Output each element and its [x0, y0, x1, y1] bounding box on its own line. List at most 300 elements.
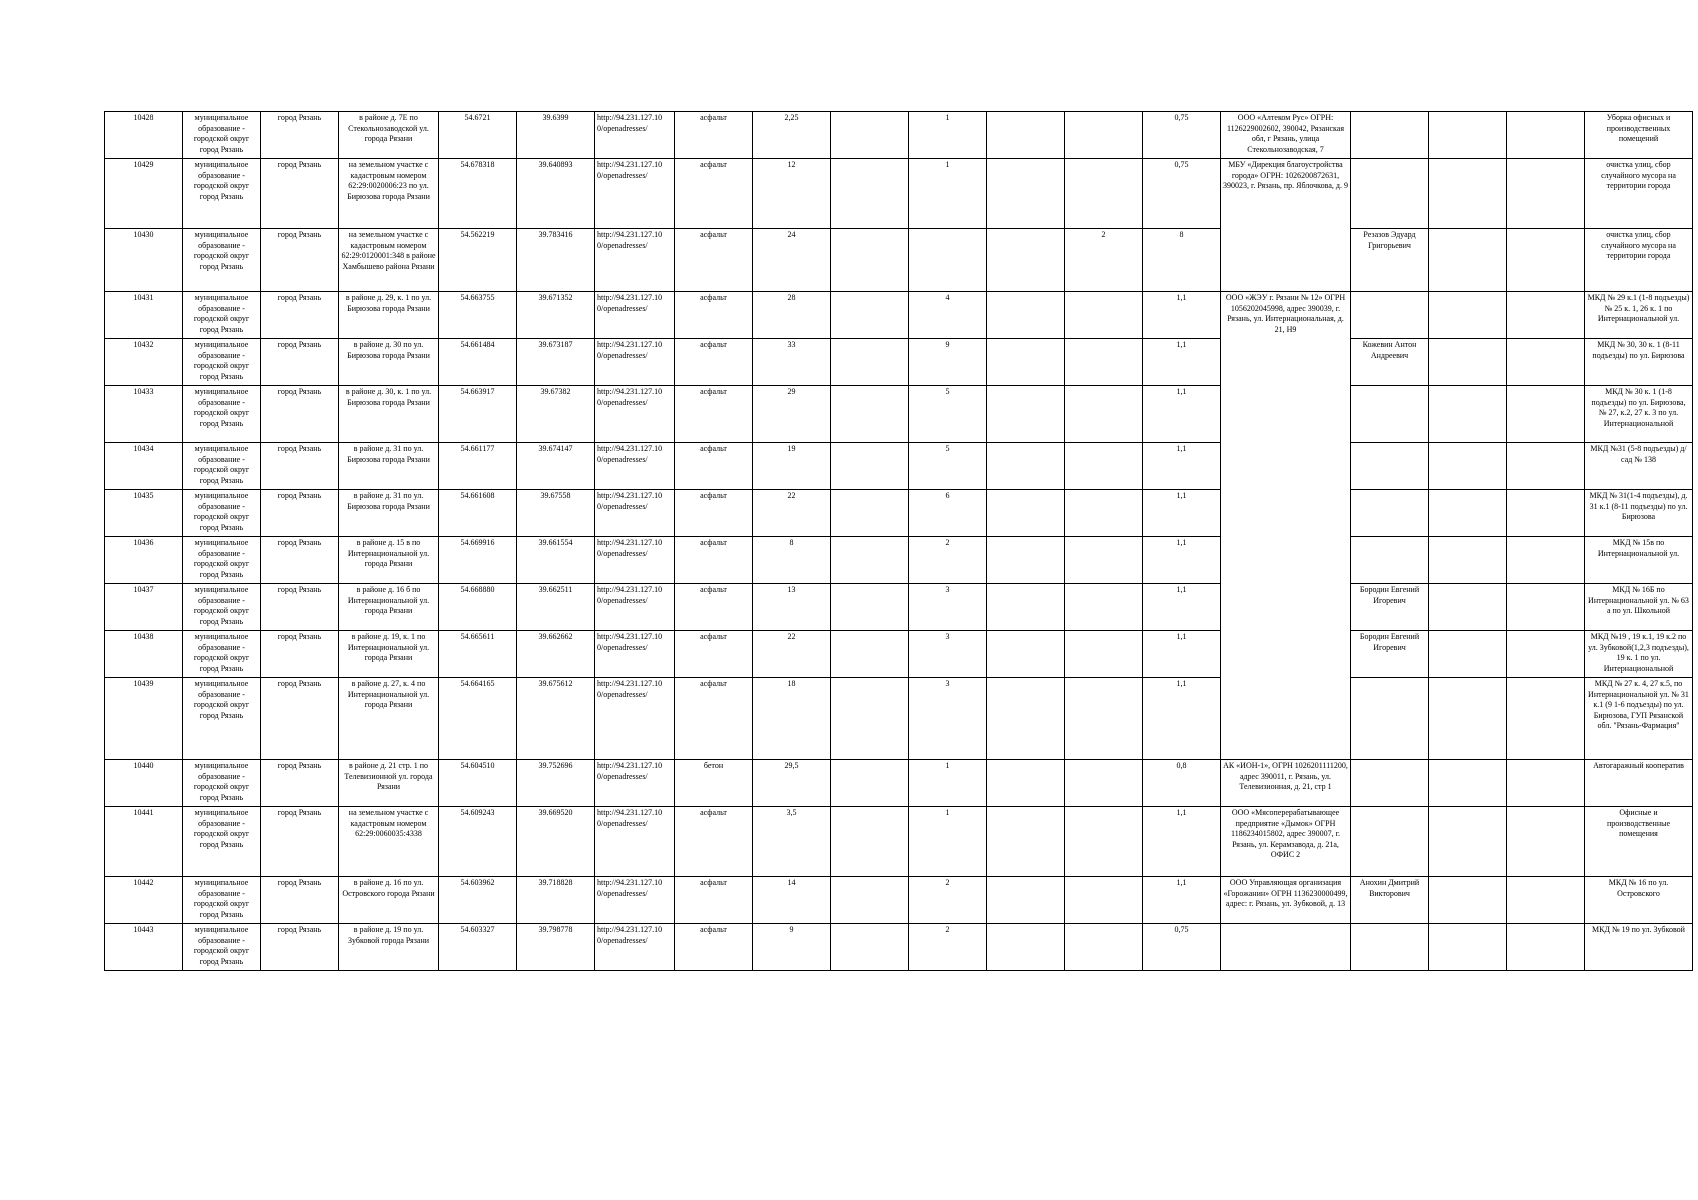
- cell-area: 14: [753, 877, 831, 924]
- cell-c19: МКД № 31(1-4 подъезды), д. 31 к.1 (8-11 подъезды) по ул. Бирюзова: [1585, 490, 1693, 537]
- cell-c11: 3: [909, 631, 987, 678]
- cell-surf: асфальт: [675, 924, 753, 971]
- cell-c17: [1429, 292, 1507, 339]
- cell-area: 29: [753, 386, 831, 443]
- cell-c18: [1507, 877, 1585, 924]
- cell-c17: [1429, 443, 1507, 490]
- cell-c18: [1507, 339, 1585, 386]
- cell-addr: в районе д. 29, к. 1 по ул. Бирюзова города Рязани: [339, 292, 439, 339]
- cell-lat: 54.678318: [439, 159, 517, 229]
- cell-city: город Рязань: [261, 877, 339, 924]
- cell-surf: бетон: [675, 760, 753, 807]
- cell-id: 10437: [105, 584, 183, 631]
- cell-c17: [1429, 678, 1507, 760]
- cell-c11: 2: [909, 537, 987, 584]
- cell-c18: [1507, 537, 1585, 584]
- cell-lat: 54.603327: [439, 924, 517, 971]
- cell-id: 10434: [105, 443, 183, 490]
- cell-c19: МКД № 29 к.1 (1-8 подъезды) № 25 к. 1, 26 к. 1 по Интернациональной ул.: [1585, 292, 1693, 339]
- cell-c14: 0,75: [1143, 924, 1221, 971]
- cell-c12: [987, 537, 1065, 584]
- cell-c10: [831, 807, 909, 877]
- cell-mo: муниципальное образование - городской округ город Рязань: [183, 112, 261, 159]
- cell-id: 10435: [105, 490, 183, 537]
- cell-c12: [987, 229, 1065, 292]
- cell-c19: Автогаражный кооператив: [1585, 760, 1693, 807]
- table-row: [105, 537, 1693, 584]
- cell-surf: асфальт: [675, 443, 753, 490]
- table-row: [105, 924, 1693, 971]
- table-row: [105, 807, 1693, 877]
- cell-c15: МБУ «Дирекция благоустройства города» ОГРН: 1026200872631, 390023, г. Рязань, пр. Яблочкова, д. 9: [1221, 159, 1351, 292]
- cell-c17: [1429, 807, 1507, 877]
- cell-c14: 1,1: [1143, 631, 1221, 678]
- cell-c12: [987, 678, 1065, 760]
- cell-c10: [831, 339, 909, 386]
- cell-c13: [1065, 924, 1143, 971]
- cell-c10: [831, 229, 909, 292]
- cell-mo: муниципальное образование - городской округ город Рязань: [183, 760, 261, 807]
- cell-c11: 3: [909, 678, 987, 760]
- cell-id: 10429: [105, 159, 183, 229]
- cell-c13: [1065, 386, 1143, 443]
- cell-lon: 39.661554: [517, 537, 595, 584]
- cell-c13: [1065, 877, 1143, 924]
- cell-mo: муниципальное образование - городской округ город Рязань: [183, 807, 261, 877]
- cell-addr: в районе д. 30 по ул. Бирюзова города Рязани: [339, 339, 439, 386]
- cell-lat: 54.663917: [439, 386, 517, 443]
- cell-c13: [1065, 760, 1143, 807]
- cell-url: http://94.231.127.10 0/openadresses/: [595, 631, 675, 678]
- cell-addr: в районе д. 30, к. 1 по ул. Бирюзова города Рязани: [339, 386, 439, 443]
- cell-c18: [1507, 924, 1585, 971]
- cell-area: 3,5: [753, 807, 831, 877]
- cell-c19: МКД № 19 по ул. Зубковой: [1585, 924, 1693, 971]
- cell-lon: 39.6399: [517, 112, 595, 159]
- cell-area: 28: [753, 292, 831, 339]
- cell-c11: 4: [909, 292, 987, 339]
- cell-mo: муниципальное образование - городской округ город Рязань: [183, 924, 261, 971]
- cell-id: 10436: [105, 537, 183, 584]
- cell-c12: [987, 584, 1065, 631]
- cell-surf: асфальт: [675, 112, 753, 159]
- cell-c18: [1507, 490, 1585, 537]
- cell-c14: 1,1: [1143, 807, 1221, 877]
- cell-id: 10443: [105, 924, 183, 971]
- cell-id: 10441: [105, 807, 183, 877]
- cell-url: http://94.231.127.10 0/openadresses/: [595, 678, 675, 760]
- cell-url: http://94.231.127.10 0/openadresses/: [595, 807, 675, 877]
- cell-area: 13: [753, 584, 831, 631]
- cell-area: 29,5: [753, 760, 831, 807]
- cell-c19: МКД № 30 к. 1 (1-8 подъезды) по ул. Бирюзова, № 27, к.2, 27 к. 3 по ул. Интернациональной: [1585, 386, 1693, 443]
- table-row: [105, 112, 1693, 159]
- cell-c17: [1429, 159, 1507, 229]
- cell-url: http://94.231.127.10 0/openadresses/: [595, 159, 675, 229]
- cell-c11: 1: [909, 760, 987, 807]
- cell-c19: МКД № 30, 30 к. 1 (8-11 подъезды) по ул. Бирюзова: [1585, 339, 1693, 386]
- cell-c13: [1065, 490, 1143, 537]
- cell-area: 2,25: [753, 112, 831, 159]
- cell-c13: [1065, 537, 1143, 584]
- cell-c14: 1,1: [1143, 678, 1221, 760]
- cell-lat: 54.668880: [439, 584, 517, 631]
- cell-c14: 0,75: [1143, 112, 1221, 159]
- cell-c14: 8: [1143, 229, 1221, 292]
- cell-area: 22: [753, 490, 831, 537]
- cell-c19: очистка улиц, сбор случайного мусора на территории города: [1585, 229, 1693, 292]
- cell-c19: Офисные и производственные помещения: [1585, 807, 1693, 877]
- cell-c12: [987, 443, 1065, 490]
- cell-city: город Рязань: [261, 807, 339, 877]
- cell-lon: 39.662511: [517, 584, 595, 631]
- cell-c12: [987, 490, 1065, 537]
- cell-c12: [987, 631, 1065, 678]
- cell-city: город Рязань: [261, 678, 339, 760]
- table-row: [105, 584, 1693, 631]
- cell-c10: [831, 924, 909, 971]
- cell-c16: [1351, 112, 1429, 159]
- cell-c16: [1351, 443, 1429, 490]
- cell-lon: 39.752696: [517, 760, 595, 807]
- cell-c19: Уборка офисных и производственных помещений: [1585, 112, 1693, 159]
- cell-url: http://94.231.127.10 0/openadresses/: [595, 112, 675, 159]
- cell-c19: МКД № 16Б по Интернациональной ул. № 63 а по ул. Школьной: [1585, 584, 1693, 631]
- cell-city: город Рязань: [261, 537, 339, 584]
- cell-c17: [1429, 112, 1507, 159]
- cell-lat: 54.665611: [439, 631, 517, 678]
- cell-lon: 39.662662: [517, 631, 595, 678]
- cell-area: 8: [753, 537, 831, 584]
- cell-addr: в районе д. 31 по ул. Бирюзова города Рязани: [339, 443, 439, 490]
- cell-c13: [1065, 584, 1143, 631]
- cell-c12: [987, 112, 1065, 159]
- cell-c13: [1065, 292, 1143, 339]
- cell-c19: МКД №31 (5-8 подъезды) д/сад № 138: [1585, 443, 1693, 490]
- cell-c19: МКД № 16 по ул. Островского: [1585, 877, 1693, 924]
- cell-city: город Рязань: [261, 386, 339, 443]
- cell-addr: на земельном участке с кадастровым номером 62:29:0020006:23 по ул. Бирюзова города Рязани: [339, 159, 439, 229]
- cell-c18: [1507, 229, 1585, 292]
- cell-city: город Рязань: [261, 443, 339, 490]
- cell-lat: 54.669916: [439, 537, 517, 584]
- cell-addr: на земельном участке с кадастровым номером 62:29:0120001:348 в районе Хамбышево района Рязани: [339, 229, 439, 292]
- cell-lat: 54.664165: [439, 678, 517, 760]
- cell-c16: Бородин Евгений Игоревич: [1351, 584, 1429, 631]
- cell-c10: [831, 292, 909, 339]
- cell-c16: [1351, 678, 1429, 760]
- cell-lon: 39.67382: [517, 386, 595, 443]
- cell-mo: муниципальное образование - городской округ город Рязань: [183, 386, 261, 443]
- cell-lat: 54.603962: [439, 877, 517, 924]
- cell-lat: 54.6721: [439, 112, 517, 159]
- cell-area: 33: [753, 339, 831, 386]
- cell-c14: 1,1: [1143, 443, 1221, 490]
- cell-lon: 39.640893: [517, 159, 595, 229]
- cell-c10: [831, 584, 909, 631]
- cell-c13: [1065, 631, 1143, 678]
- cell-lon: 39.67558: [517, 490, 595, 537]
- cell-mo: муниципальное образование - городской округ город Рязань: [183, 339, 261, 386]
- cell-url: http://94.231.127.10 0/openadresses/: [595, 292, 675, 339]
- cell-addr: в районе д. 27, к. 4 по Интернациональной ул. города Рязани: [339, 678, 439, 760]
- cell-id: 10430: [105, 229, 183, 292]
- cell-c11: 6: [909, 490, 987, 537]
- cell-lon: 39.675612: [517, 678, 595, 760]
- cell-surf: асфальт: [675, 807, 753, 877]
- cell-c17: [1429, 229, 1507, 292]
- cell-c18: [1507, 760, 1585, 807]
- table-row: [105, 292, 1693, 339]
- cell-surf: асфальт: [675, 386, 753, 443]
- cell-c18: [1507, 631, 1585, 678]
- cell-c15: ООО Управляющая организация «Горожанин» ОГРН 1136230000499, адрес: г. Рязань, ул. Зубковой, д. 13: [1221, 877, 1351, 924]
- cell-c18: [1507, 678, 1585, 760]
- cell-lat: 54.609243: [439, 807, 517, 877]
- cell-c12: [987, 292, 1065, 339]
- cell-c12: [987, 760, 1065, 807]
- table-row: [105, 631, 1693, 678]
- cell-c18: [1507, 386, 1585, 443]
- cell-c16: [1351, 760, 1429, 807]
- cell-mo: муниципальное образование - городской округ город Рязань: [183, 537, 261, 584]
- cell-c10: [831, 537, 909, 584]
- cell-lon: 39.669520: [517, 807, 595, 877]
- cell-city: город Рязань: [261, 159, 339, 229]
- cell-url: http://94.231.127.10 0/openadresses/: [595, 877, 675, 924]
- cell-url: http://94.231.127.10 0/openadresses/: [595, 386, 675, 443]
- cell-area: 18: [753, 678, 831, 760]
- cell-c16: [1351, 386, 1429, 443]
- cell-id: 10442: [105, 877, 183, 924]
- cell-c10: [831, 443, 909, 490]
- cell-addr: в районе д. 19 по ул. Зубковой города Рязани: [339, 924, 439, 971]
- cell-c17: [1429, 877, 1507, 924]
- cell-mo: муниципальное образование - городской округ город Рязань: [183, 490, 261, 537]
- cell-url: http://94.231.127.10 0/openadresses/: [595, 584, 675, 631]
- cell-c15: ООО «Мясоперерабатывающее предприятие «Дымок» ОГРН 1186234015802, адрес 390007, г. Рязань, ул. Керамзавода, д. 21а, ОФИС 2: [1221, 807, 1351, 877]
- cell-area: 24: [753, 229, 831, 292]
- cell-city: город Рязань: [261, 924, 339, 971]
- cell-c15: [1221, 924, 1351, 971]
- cell-c18: [1507, 443, 1585, 490]
- table-row: [105, 877, 1693, 924]
- cell-addr: в районе д. 15 в по Интернациональной ул. города Рязани: [339, 537, 439, 584]
- cell-url: http://94.231.127.10 0/openadresses/: [595, 339, 675, 386]
- cell-city: город Рязань: [261, 631, 339, 678]
- cell-mo: муниципальное образование - городской округ город Рязань: [183, 292, 261, 339]
- cell-c11: 2: [909, 877, 987, 924]
- cell-c12: [987, 877, 1065, 924]
- cell-lon: 39.671352: [517, 292, 595, 339]
- cell-c11: 1: [909, 112, 987, 159]
- cell-city: город Рязань: [261, 229, 339, 292]
- cell-c19: МКД № 15в по Интернациональной ул.: [1585, 537, 1693, 584]
- cell-area: 9: [753, 924, 831, 971]
- cell-addr: в районе д. 21 стр. 1 по Телевизионной ул. города Рязани: [339, 760, 439, 807]
- cell-c14: 0,8: [1143, 760, 1221, 807]
- cell-area: 12: [753, 159, 831, 229]
- cell-c14: 1,1: [1143, 877, 1221, 924]
- cell-c11: 1: [909, 159, 987, 229]
- cell-c10: [831, 631, 909, 678]
- cell-c11: 1: [909, 807, 987, 877]
- cell-city: город Рязань: [261, 339, 339, 386]
- cell-c19: МКД № 27 к. 4, 27 к.5, по Интернациональной ул. № 31 к.1 (9 1-6 подъезды) по ул. Бирюзова, ГУП Рязанской обл. "Рязань-Фармация": [1585, 678, 1693, 760]
- cell-addr: на земельном участке с кадастровым номером 62:29:0060035:4338: [339, 807, 439, 877]
- cell-c16: [1351, 490, 1429, 537]
- cell-lon: 39.674147: [517, 443, 595, 490]
- cell-c18: [1507, 807, 1585, 877]
- cell-lat: 54.661608: [439, 490, 517, 537]
- cell-city: город Рязань: [261, 112, 339, 159]
- cell-mo: муниципальное образование - городской округ город Рязань: [183, 678, 261, 760]
- cell-mo: муниципальное образование - городской округ город Рязань: [183, 229, 261, 292]
- cell-surf: асфальт: [675, 159, 753, 229]
- cell-addr: в районе д. 16 по ул. Островского города Рязани: [339, 877, 439, 924]
- cell-c16: Бородин Евгений Игоревич: [1351, 631, 1429, 678]
- cell-url: http://94.231.127.10 0/openadresses/: [595, 760, 675, 807]
- cell-addr: в районе д. 7Е по Стекольнозаводской ул. города Рязани: [339, 112, 439, 159]
- cell-lat: 54.661484: [439, 339, 517, 386]
- cell-c16: [1351, 807, 1429, 877]
- cell-c18: [1507, 112, 1585, 159]
- cell-c11: [909, 229, 987, 292]
- cell-c14: 1,1: [1143, 490, 1221, 537]
- cell-area: 19: [753, 443, 831, 490]
- cell-c10: [831, 678, 909, 760]
- cell-c14: 1,1: [1143, 292, 1221, 339]
- cell-surf: асфальт: [675, 584, 753, 631]
- cell-lat: 54.661177: [439, 443, 517, 490]
- cell-c13: [1065, 339, 1143, 386]
- cell-mo: муниципальное образование - городской округ город Рязань: [183, 584, 261, 631]
- cell-c10: [831, 490, 909, 537]
- cell-c12: [987, 386, 1065, 443]
- cell-c18: [1507, 159, 1585, 229]
- cell-mo: муниципальное образование - городской округ город Рязань: [183, 631, 261, 678]
- cell-addr: в районе д. 16 б по Интернациональной ул. города Рязани: [339, 584, 439, 631]
- cell-lat: 54.562219: [439, 229, 517, 292]
- cell-c18: [1507, 292, 1585, 339]
- cell-addr: в районе д. 19, к. 1 по Интернациональной ул. города Рязани: [339, 631, 439, 678]
- cell-c14: 1,1: [1143, 386, 1221, 443]
- cell-c17: [1429, 386, 1507, 443]
- table-row: [105, 678, 1693, 760]
- cell-c13: [1065, 807, 1143, 877]
- cell-c17: [1429, 490, 1507, 537]
- cell-city: город Рязань: [261, 584, 339, 631]
- cell-area: 22: [753, 631, 831, 678]
- cell-c15: АК «ИОН-1», ОГРН 1026201111200, адрес 390011, г. Рязань, ул. Телевизионная, д. 21, стр 1: [1221, 760, 1351, 807]
- cell-c12: [987, 339, 1065, 386]
- cell-c10: [831, 760, 909, 807]
- cell-c16: [1351, 292, 1429, 339]
- table-row: [105, 760, 1693, 807]
- cell-c14: 1,1: [1143, 537, 1221, 584]
- cell-surf: асфальт: [675, 877, 753, 924]
- cell-c10: [831, 386, 909, 443]
- cell-c12: [987, 807, 1065, 877]
- cell-id: 10439: [105, 678, 183, 760]
- cell-c12: [987, 924, 1065, 971]
- cell-c12: [987, 159, 1065, 229]
- cell-url: http://94.231.127.10 0/openadresses/: [595, 924, 675, 971]
- cell-c17: [1429, 631, 1507, 678]
- table-row: [105, 159, 1693, 229]
- cell-lon: 39.783416: [517, 229, 595, 292]
- cell-c13: [1065, 678, 1143, 760]
- cell-id: 10431: [105, 292, 183, 339]
- cell-c16: [1351, 924, 1429, 971]
- cell-c11: 2: [909, 924, 987, 971]
- cell-url: http://94.231.127.10 0/openadresses/: [595, 229, 675, 292]
- cell-c10: [831, 112, 909, 159]
- cell-id: 10440: [105, 760, 183, 807]
- cell-url: http://94.231.127.10 0/openadresses/: [595, 490, 675, 537]
- cell-c16: Резазов Эдуард Григорьевич: [1351, 229, 1429, 292]
- cell-id: 10432: [105, 339, 183, 386]
- cell-c19: очистка улиц, сбор случайного мусора на территории города: [1585, 159, 1693, 229]
- cell-c16: Анохин Дмитрий Викторович: [1351, 877, 1429, 924]
- cell-c13: [1065, 443, 1143, 490]
- cell-c14: 1,1: [1143, 584, 1221, 631]
- data-table: [104, 111, 1693, 971]
- cell-id: 10438: [105, 631, 183, 678]
- cell-surf: асфальт: [675, 339, 753, 386]
- cell-c11: 9: [909, 339, 987, 386]
- cell-c13: [1065, 112, 1143, 159]
- cell-mo: муниципальное образование - городской округ город Рязань: [183, 877, 261, 924]
- table-row: [105, 339, 1693, 386]
- cell-c17: [1429, 924, 1507, 971]
- table-row: [105, 443, 1693, 490]
- cell-c15: ООО «ЖЭУ г. Рязани № 12» ОГРН 1056202045998, адрес 390039, г. Рязань, ул. Интернациональная, д. 21, Н9: [1221, 292, 1351, 760]
- cell-surf: асфальт: [675, 490, 753, 537]
- cell-id: 10428: [105, 112, 183, 159]
- cell-c15: ООО «Алтеком Рус» ОГРН: 1126229002602, 390042, Рязанская обл, г Рязань, улица Стекольнозаводская, 7: [1221, 112, 1351, 159]
- cell-city: город Рязань: [261, 292, 339, 339]
- cell-c18: [1507, 584, 1585, 631]
- table-row: [105, 229, 1693, 292]
- cell-surf: асфальт: [675, 292, 753, 339]
- cell-addr: в районе д. 31 по ул. Бирюзова города Рязани: [339, 490, 439, 537]
- cell-c11: 5: [909, 443, 987, 490]
- cell-lat: 54.663755: [439, 292, 517, 339]
- cell-c14: 0,75: [1143, 159, 1221, 229]
- cell-surf: асфальт: [675, 537, 753, 584]
- cell-surf: асфальт: [675, 229, 753, 292]
- cell-c16: [1351, 537, 1429, 584]
- cell-c16: [1351, 159, 1429, 229]
- cell-mo: муниципальное образование - городской округ город Рязань: [183, 443, 261, 490]
- table-row: [105, 386, 1693, 443]
- cell-c13: [1065, 159, 1143, 229]
- cell-surf: асфальт: [675, 678, 753, 760]
- cell-c11: 5: [909, 386, 987, 443]
- table-row: [105, 490, 1693, 537]
- cell-lon: 39.673187: [517, 339, 595, 386]
- cell-lon: 39.798778: [517, 924, 595, 971]
- cell-c17: [1429, 339, 1507, 386]
- cell-mo: муниципальное образование - городской округ город Рязань: [183, 159, 261, 229]
- cell-c17: [1429, 584, 1507, 631]
- cell-c16: Кожевин Антон Андреевич: [1351, 339, 1429, 386]
- cell-c11: 3: [909, 584, 987, 631]
- cell-id: 10433: [105, 386, 183, 443]
- cell-c10: [831, 159, 909, 229]
- cell-c14: 1,1: [1143, 339, 1221, 386]
